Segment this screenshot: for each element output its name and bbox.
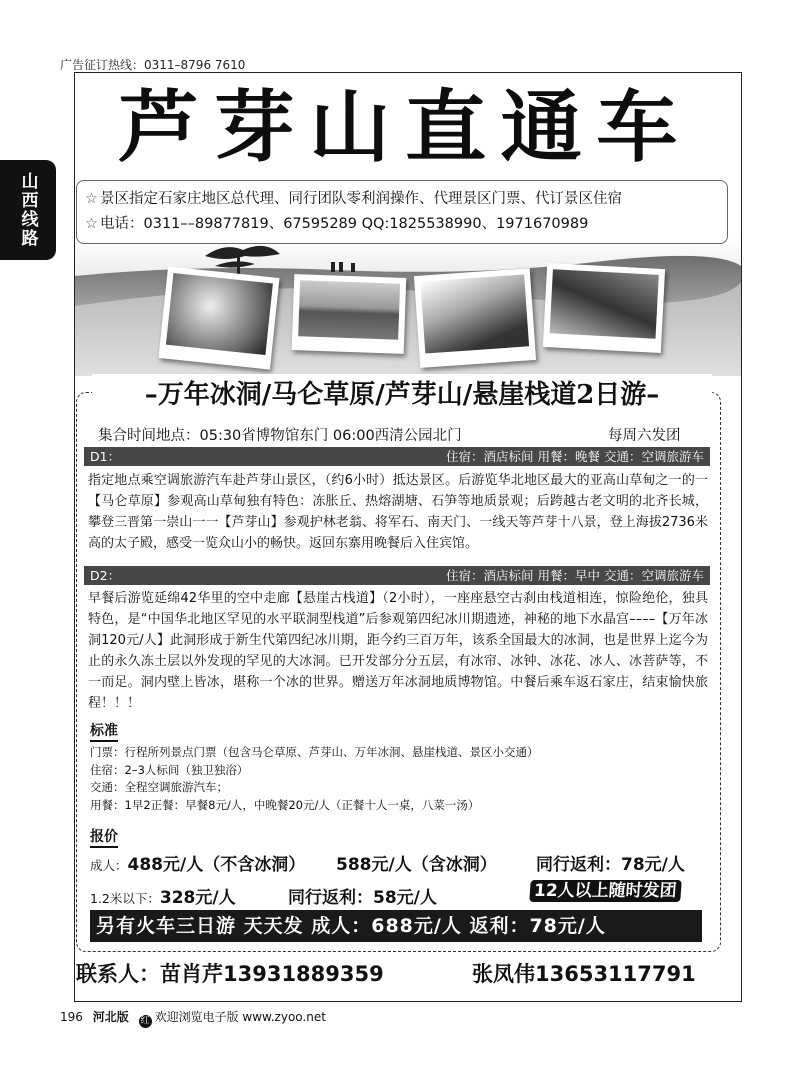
star-icon: ☆: [85, 216, 98, 232]
adult-price-cave: 588元/人（含冰洞）: [336, 855, 497, 875]
child-rebate: 同行返利：58元/人: [288, 888, 437, 908]
route-title-text: 万年冰洞/马仑草原/芦芽山/悬崖栈道2日游: [157, 380, 647, 410]
adult-rebate: 同行返利：78元/人: [536, 855, 685, 875]
agency-text: 景区指定石家庄地区总代理、同行团队零利润操作、代理景区门票、代订景区住宿: [100, 191, 622, 207]
day2-label: D2：: [90, 568, 121, 583]
meeting-point: 集合时间地点：05:30省博物馆东门 06:00西清公园北门: [98, 428, 462, 444]
adult-price-no-cave: 488元/人（不含冰洞）: [127, 855, 306, 875]
route-title: –万年冰洞/马仑草原/芦芽山/悬崖栈道2日游–: [92, 374, 712, 411]
pagoda-mountain-photo: [414, 268, 536, 368]
scenery-banner: [75, 236, 741, 376]
grassland-horse-photo: [292, 274, 407, 354]
child-price: 328元/人: [159, 888, 236, 908]
standard-heading: 标准: [90, 720, 118, 742]
side-tab: [0, 160, 56, 260]
pricing-heading: 报价: [90, 826, 118, 848]
page-footer: [60, 1008, 326, 1028]
side-tab-label: 山西线路: [17, 172, 38, 248]
info-line-agency: [85, 187, 719, 212]
star-icon: ☆: [85, 191, 98, 207]
contact-secondary: 张凤伟13653117791: [472, 962, 696, 986]
info-line-phone: [85, 212, 719, 237]
contact-primary: 联系人：苗肖芹13931889359: [76, 962, 384, 986]
hong-icon: 红: [140, 1016, 150, 1026]
edition-label: 河北版: [92, 1010, 129, 1024]
standard-meals: 用餐：1早2正餐：早餐8元/人，中晚餐20元/人（正餐十人一桌，八菜一汤）: [90, 797, 480, 812]
page-number: 196: [60, 1010, 83, 1024]
adult-label: 成人：: [90, 858, 128, 873]
info-box: [76, 180, 728, 244]
train-tour-bar: 另有火车三日游 天天发 成人：688元/人 返利：78元/人: [90, 910, 702, 942]
page-title: 芦芽山直通车: [117, 83, 693, 173]
day1-label: D1：: [90, 449, 121, 464]
ad-hotline: 广告征订热线：0311–8796 7610: [60, 58, 246, 72]
cliff-path-photo: [543, 263, 665, 353]
standard-details: [90, 744, 710, 814]
phone-text: 电话：0311––89877819、67595289 QQ:1825538990、1971670989: [100, 216, 589, 232]
child-price-row: [90, 883, 236, 908]
day1-info: 住宿：酒店标间 用餐：晚餐 交通：空调旅游车: [446, 449, 704, 464]
child-label: 1.2米以下：: [90, 891, 160, 906]
footer-site-text: 欢迎浏览电子版 www.zyoo.net: [154, 1010, 326, 1024]
group-badge: 12人以上随时发团: [529, 880, 681, 902]
day1-bar: [84, 447, 710, 466]
standard-tickets: 门票：行程所列景点门票（包含马仑草原、芦芽山、万年冰洞、悬崖栈道、景区小交通）: [90, 745, 539, 759]
day2-bar: [84, 566, 710, 585]
departure-schedule: 每周六发团: [608, 428, 681, 444]
adult-price-row: [90, 850, 305, 875]
day1-description: 指定地点乘空调旅游汽车赴芦芽山景区，（约6小时）抵达景区。后游览华北地区最大的亚高山草甸之一的一【马仑草原】参观高山草甸独有特色：冻胀丘、热熔湖塘、石笋等地质景观；后跨越古老文明的北齐长城，攀登三晋第一崇山一一【芦芽山】参观护林老翁、将军石、南天门、一线天等芦芽十八景，登上海拔2736米高的太子殿，感受一览众山小的畅快。返回东寨用晚餐后入住宾馆。: [88, 473, 708, 551]
standard-transport: 交通：全程空调旅游汽车；: [90, 780, 228, 794]
day2-description: 早餐后游览延绵42华里的空中走廊【悬崖古栈道】（2小时），一座座悬空古刹由栈道相连，惊险绝伦，独具特色，是“中国华北地区罕见的水平联洞型栈道”后参观第四纪冰川期遗迹，神秘的地下水晶宫––––【万年冰洞120元/人】此洞形成于新生代第四纪冰川期，距今约三百万年，该系全国最大的冰洞，也是世界上迄今为止的永久冻土层以外发现的罕见的大冰洞。已开发部分分五层，有冰帘、冰钟、冰花、冰人、冰菩萨等，不一而足。洞内壁上皆冰，堪称一个冰的世界。赠送万年冰洞地质博物馆。中餐后乘车返石家庄，结束愉快旅程！！！: [88, 591, 708, 711]
ice-cave-photo: [158, 266, 279, 369]
standard-lodging: 住宿：2–3人标间（独卫独浴）: [90, 762, 249, 777]
day2-info: 住宿：酒店标间 用餐：早中 交通：空调旅游车: [446, 568, 704, 583]
